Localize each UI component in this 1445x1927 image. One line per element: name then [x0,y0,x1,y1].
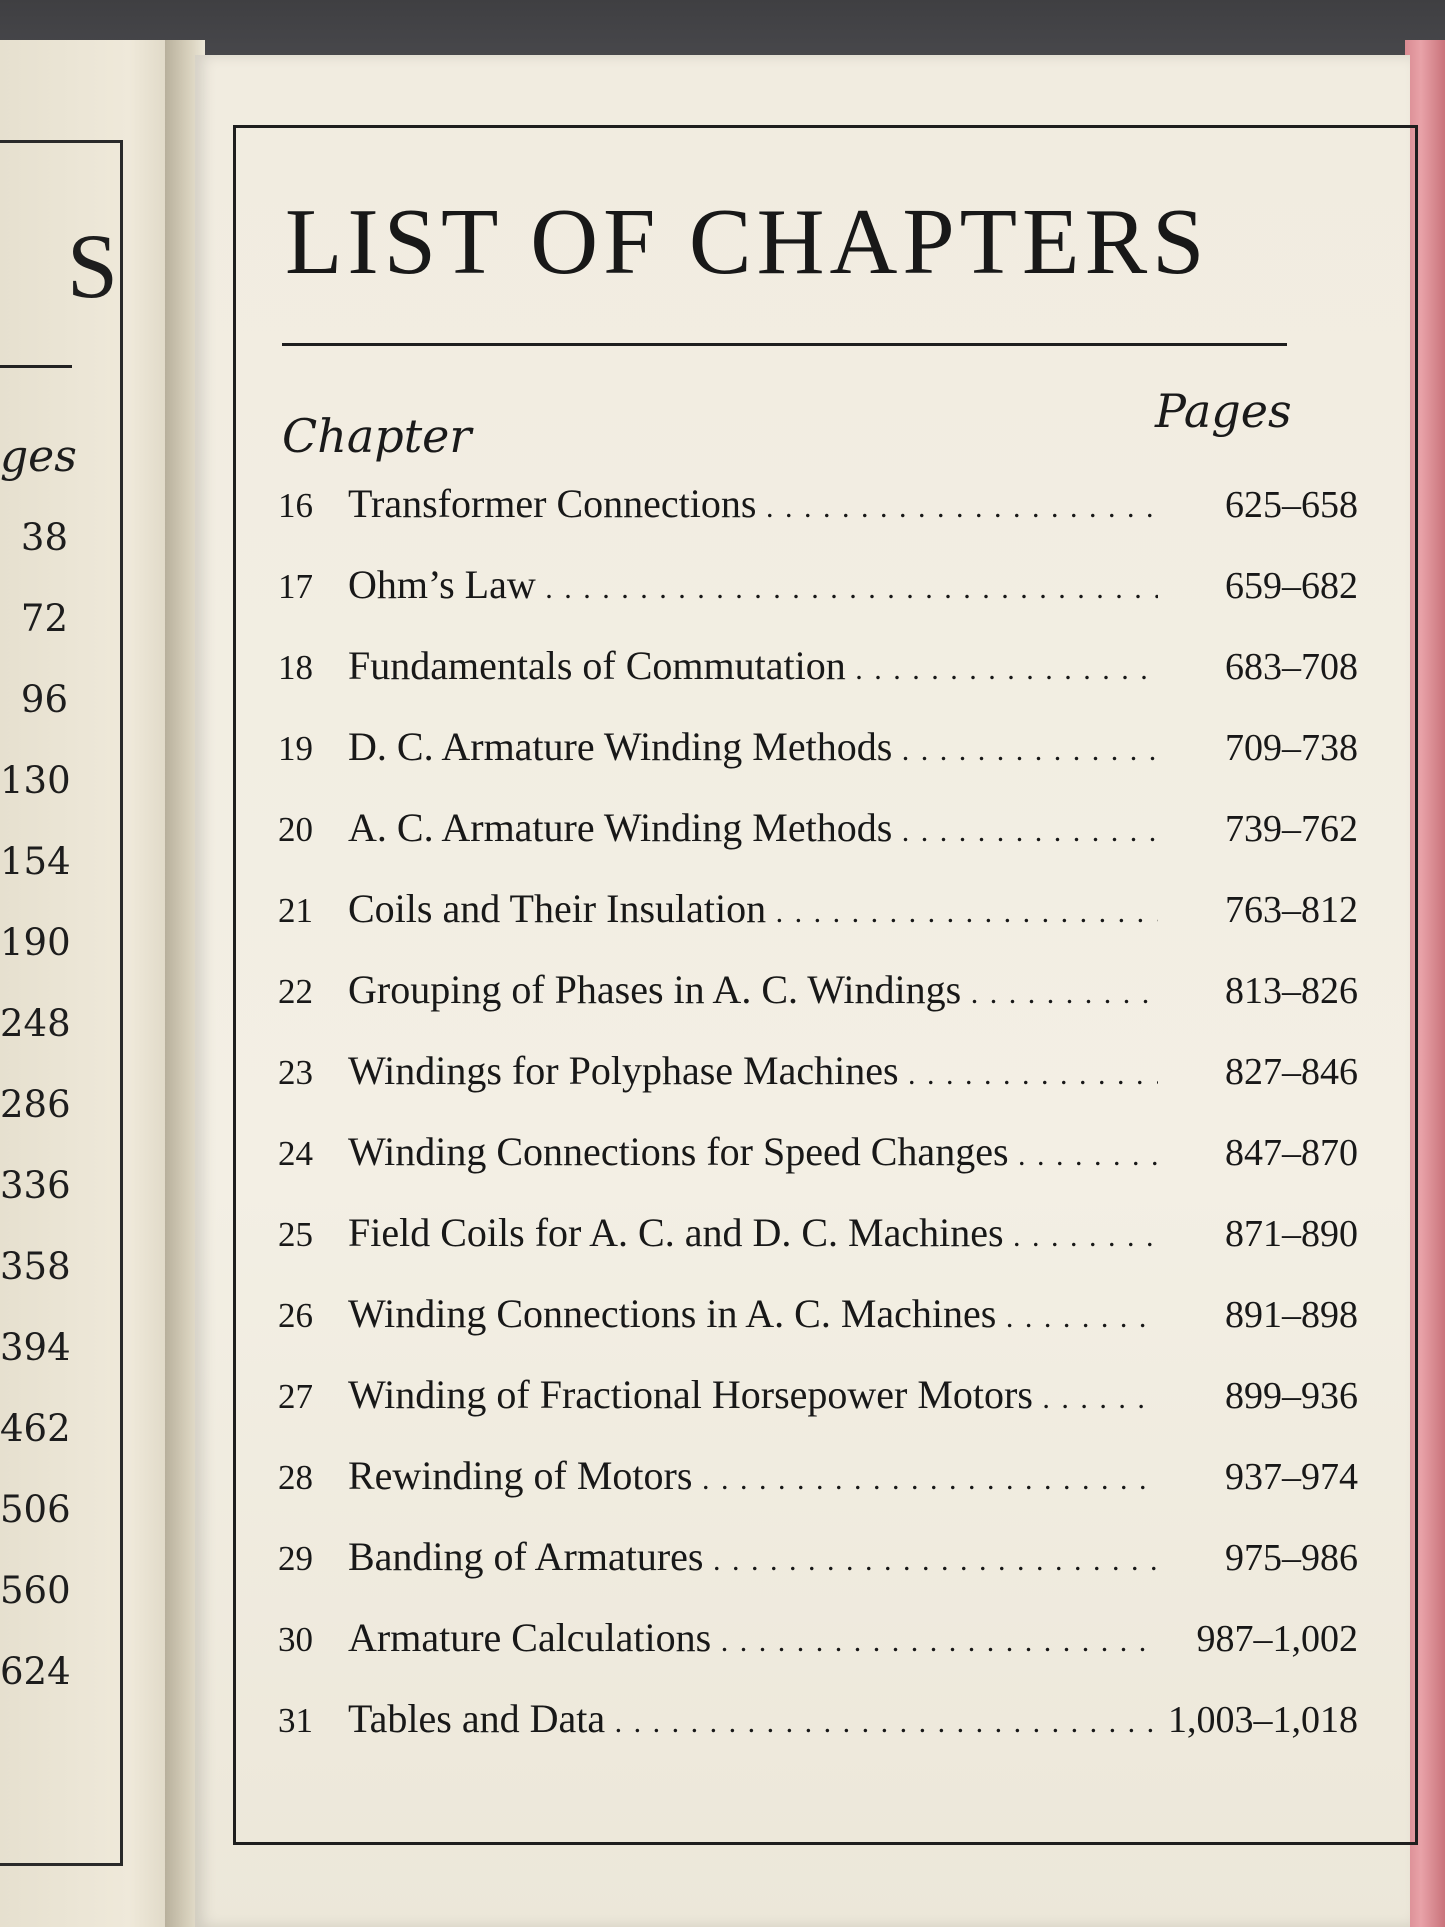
chapter-number: 19 [278,729,313,768]
chapter-pages: 1,003–1,018 [1168,1699,1358,1741]
chapter-title: Field Coils for A. C. and D. C. Machines . . . [348,1209,1158,1256]
chapter-title: Armature Calculations . . . [348,1614,1158,1661]
left-page [0,40,188,1927]
chapter-row [278,1614,1368,1695]
chapter-pages: 625–658 [1225,484,1358,526]
chapter-row [278,1047,1368,1128]
chapter-number: 17 [278,567,313,606]
chapter-pages: 937–974 [1225,1456,1358,1498]
chapter-number: 30 [278,1620,313,1659]
left-page-number: 286 [0,1083,71,1126]
chapter-number: 21 [278,891,313,930]
chapter-number: 29 [278,1539,313,1578]
left-page-number: 38 [20,516,68,559]
chapter-row [278,1695,1368,1776]
pages-column-heading: Pages [1155,384,1292,438]
left-page-number: 154 [0,840,71,883]
left-page-number: 336 [0,1164,71,1207]
chapter-pages: 659–682 [1225,565,1358,607]
page-title: LIST OF CHAPTERS [285,190,1210,294]
chapter-title: Tables and Data . . . [348,1695,1158,1742]
chapter-number: 22 [278,972,313,1011]
chapter-pages: 891–898 [1225,1294,1358,1336]
left-page-title-fragment: S [66,215,120,317]
left-page-number: 394 [0,1326,71,1369]
chapter-row [278,885,1368,966]
chapter-row [278,804,1368,885]
left-page-number: 190 [0,921,71,964]
left-page-number: 72 [20,597,68,640]
chapter-row [278,1371,1368,1452]
chapter-title: Grouping of Phases in A. C. Windings . . . [348,966,1158,1013]
chapter-number: 18 [278,648,313,687]
chapter-row [278,1128,1368,1209]
chapter-pages: 683–708 [1225,646,1358,688]
chapter-title: Transformer Connections . . . [348,480,1158,527]
chapter-number: 27 [278,1377,313,1416]
left-page-number: 506 [0,1488,71,1531]
chapter-row [278,1452,1368,1533]
chapter-title: D. C. Armature Winding Methods . . . [348,723,1158,770]
chapter-title: Banding of Armatures . . . [348,1533,1158,1580]
left-page-number: 96 [20,678,68,721]
chapter-number: 26 [278,1296,313,1335]
left-page-number: 248 [0,1002,71,1045]
chapter-title: Winding of Fractional Horsepower Motors . . . [348,1371,1158,1418]
chapter-row [278,1290,1368,1371]
chapter-number: 20 [278,810,313,849]
chapter-title: Windings for Polyphase Machines . . . [348,1047,1158,1094]
chapter-pages: 847–870 [1225,1132,1358,1174]
left-page-number: 624 [0,1650,71,1693]
left-page-number: 462 [0,1407,71,1450]
chapter-row [278,966,1368,1047]
chapter-number: 23 [278,1053,313,1092]
chapter-pages: 709–738 [1225,727,1358,769]
chapter-pages: 739–762 [1225,808,1358,850]
chapter-title: Winding Connections for Speed Changes . . . [348,1128,1158,1175]
chapter-column-heading: Chapter [282,409,472,463]
chapter-pages: 975–986 [1225,1537,1358,1579]
chapter-row [278,480,1368,561]
chapter-pages: 899–936 [1225,1375,1358,1417]
chapter-row [278,723,1368,804]
left-page-number: 560 [0,1569,71,1612]
chapter-title: Winding Connections in A. C. Machines . . . [348,1290,1158,1337]
chapter-list [278,480,1368,1776]
chapter-number: 25 [278,1215,313,1254]
left-page-number: 130 [0,759,71,802]
chapter-title: Fundamentals of Commutation . . . [348,642,1158,689]
chapter-title: Rewinding of Motors . . . [348,1452,1158,1499]
chapter-row [278,1533,1368,1614]
chapter-pages: 827–846 [1225,1051,1358,1093]
left-page-number-list [0,516,71,1733]
left-page-rule [0,365,72,368]
chapter-number: 16 [278,486,313,525]
chapter-pages: 813–826 [1225,970,1358,1012]
chapter-pages: 987–1,002 [1196,1618,1358,1660]
chapter-title: Ohm’s Law . . . [348,561,1158,608]
chapter-row [278,561,1368,642]
chapter-row [278,1209,1368,1290]
chapter-row [278,642,1368,723]
left-page-number: 358 [0,1245,71,1288]
chapter-title: A. C. Armature Winding Methods . . . [348,804,1158,851]
chapter-number: 28 [278,1458,313,1497]
title-rule [282,343,1287,346]
chapter-number: 31 [278,1701,313,1740]
chapter-pages: 871–890 [1225,1213,1358,1255]
chapter-number: 24 [278,1134,313,1173]
left-page-pages-heading: ges [0,431,77,482]
chapter-title: Coils and Their Insulation . . . [348,885,1158,932]
chapter-pages: 763–812 [1225,889,1358,931]
